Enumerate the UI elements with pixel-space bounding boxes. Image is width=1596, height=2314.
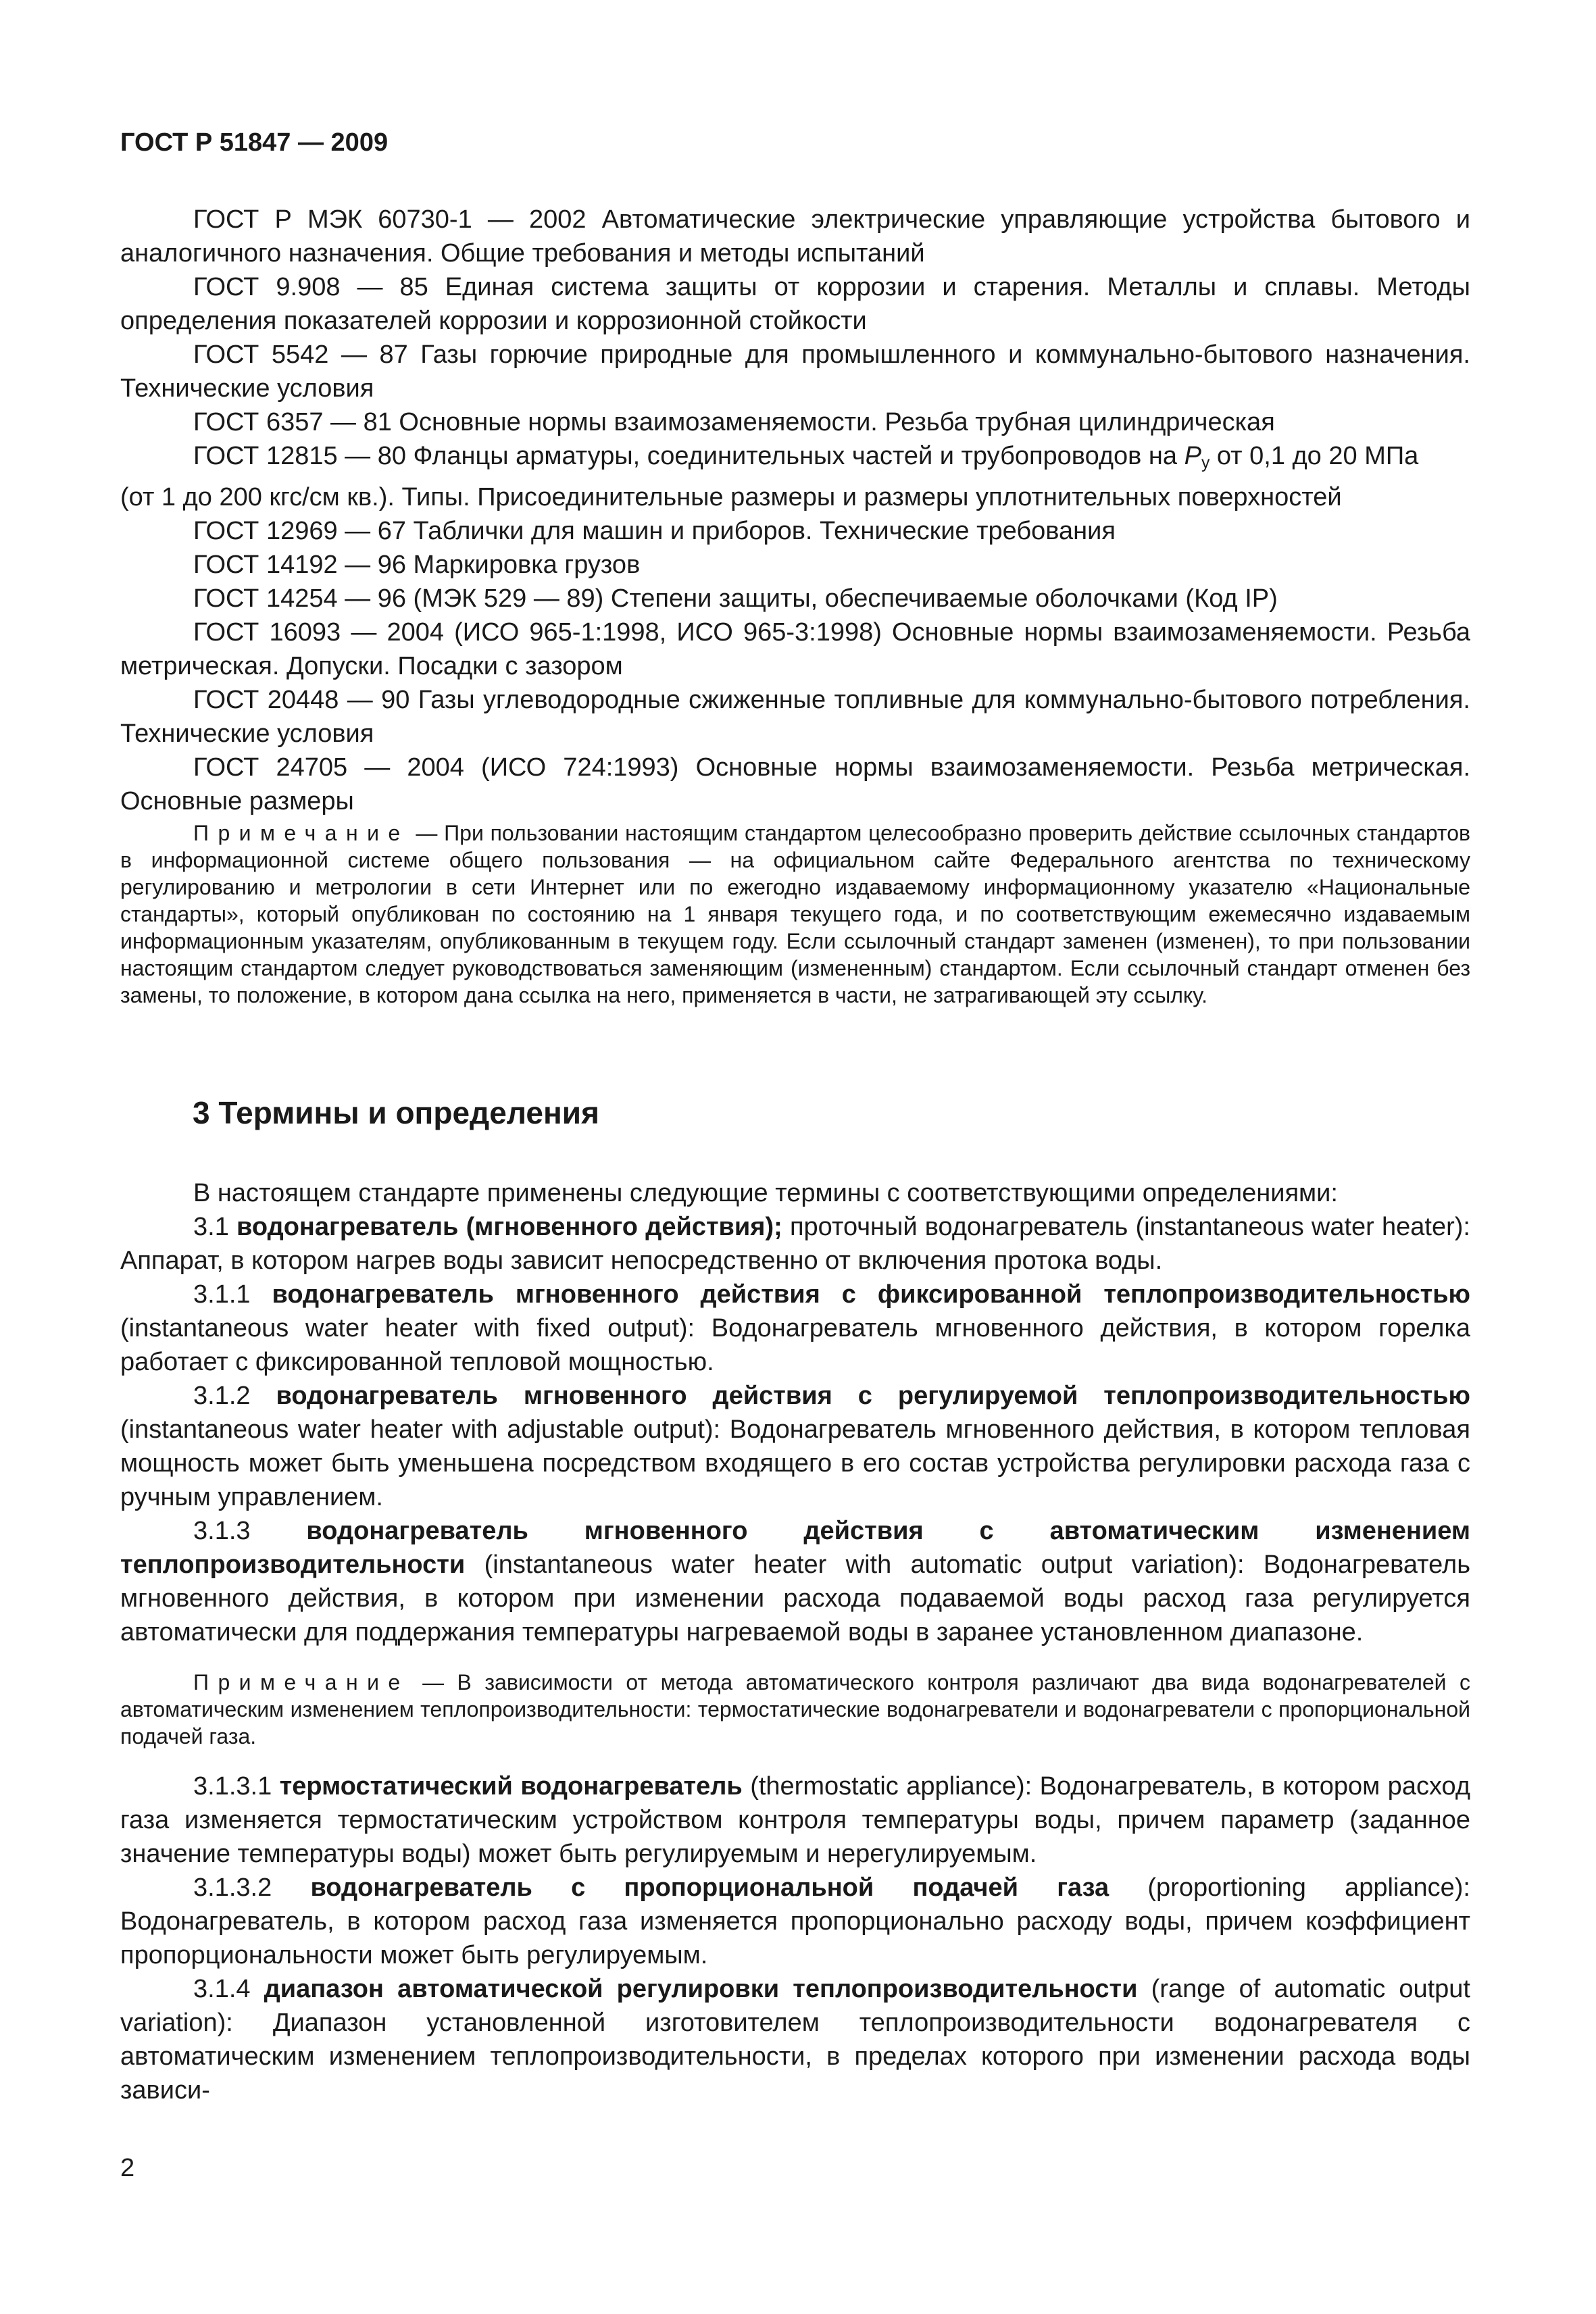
reference-item <box>120 439 1470 480</box>
term-number: 3.1.3 <box>193 1517 307 1545</box>
term-name: водонагреватель мгновенного действия с автоматическим изменением теплопроизводительности <box>120 1517 1470 1579</box>
term-number: 3.1 <box>193 1213 237 1241</box>
term-name: водонагреватель с пропорциональной подачей газа <box>310 1873 1109 1902</box>
term-entry <box>120 1871 1470 1972</box>
document-header: ГОСТ Р 51847 — 2009 <box>120 128 389 157</box>
reference-text: от 0,1 до 20 МПа <box>1210 442 1419 470</box>
term-name: термостатический водонагреватель <box>279 1772 743 1801</box>
reference-item: ГОСТ 14254 — 96 (МЭК 529 — 89) Степени защиты, обеспечиваемые оболочками (Код IP) <box>193 584 1278 613</box>
term-definition: (instantaneous water heater with fixed output): Водонагреватель мгновенного действия, в котором горелка работает с фиксированной тепловой мощностью. <box>120 1314 1470 1376</box>
page-number: 2 <box>120 2154 135 2182</box>
term-number: 3.1.3.1 <box>193 1772 280 1801</box>
normative-references <box>120 203 1470 818</box>
term-entry <box>120 1769 1470 1871</box>
reference-item: ГОСТ 16093 — 2004 (ИСО 965-1:1998, ИСО 965-3:1998) Основные нормы взаимозаменяемости. Резьба метрическая. Допуски. Посадки с зазором <box>120 618 1470 681</box>
pressure-subscript: у <box>1201 454 1210 473</box>
section-intro: В настоящем стандарте применены следующие термины с соответствующими определениями: <box>193 1179 1338 1207</box>
term-definition: (proportioning appliance): Водонагреватель, в котором расход газа изменяется пропорционально расходу воды, причем коэффициент пропорциональности может быть регулируемым. <box>120 1873 1470 1969</box>
reference-item: ГОСТ 24705 — 2004 (ИСО 724:1993) Основные нормы взаимозаменяемости. Резьба метрическая. Основные размеры <box>120 753 1470 816</box>
note-label: Примечание <box>193 821 409 845</box>
note-text: — В зависимости от метода автоматического контроля различают два вида водонагревателей с автоматическим изменением теплопроизводительности: термостатические водонагреватели и водонагреватели с пропорциональной подачей газа. <box>120 1670 1470 1749</box>
reference-item: ГОСТ Р МЭК 60730-1 — 2002 Автоматические электрические управляющие устройства бытового и аналогичного назначения. Общие требования и методы испытаний <box>120 205 1470 268</box>
term-entry <box>120 1514 1470 1649</box>
note-block <box>120 1669 1470 1750</box>
reference-text: ГОСТ 12815 — 80 Фланцы арматуры, соединительных частей и трубопроводов на <box>193 442 1184 470</box>
term-entry <box>120 1972 1470 2107</box>
term-name: водонагреватель мгновенного действия с регулируемой теплопроизводительностью <box>276 1382 1470 1410</box>
note-paragraph <box>120 1669 1470 1750</box>
term-name: водонагреватель (мгновенного действия); <box>236 1213 782 1241</box>
term-entry <box>120 1278 1470 1379</box>
term-definition: (thermostatic appliance): Водонагреватель, в котором расход газа изменяется термостатическим устройством контроля температуры воды, причем параметр (заданное значение температуры воды) может быть регулируемым и нерегулируемым. <box>120 1772 1470 1868</box>
note-label: Примечание <box>193 1670 409 1694</box>
terms-list-continued <box>120 1769 1470 2107</box>
reference-item: ГОСТ 9.908 — 85 Единая система защиты от коррозии и старения. Металлы и сплавы. Методы определения показателей коррозии и коррозионной стойкости <box>120 273 1470 335</box>
note-text: — При пользовании настоящим стандартом целесообразно проверить действие ссылочных стандартов в информационной системе общего пользования — на официальном сайте Федерального агентства по техническому регулированию и метрологии в сети Интернет или по ежегодно издаваемому информационному указателю «Национальные стандарты», который опубликован по состоянию на 1 января текущего года, и по соответствующим ежемесячно издаваемым информационным указателям, опубликованным в текущем году. Если ссылочный стандарт заменен (изменен), то при пользовании настоящим стандартом следует руководствоваться заменяющим (измененным) стандартом. Если ссылочный стандарт отменен без замены, то положение, в котором дана ссылка на него, применяется в части, не затрагивающей эту ссылку. <box>120 821 1470 1007</box>
term-entry <box>120 1210 1470 1278</box>
term-number: 3.1.3.2 <box>193 1873 311 1902</box>
reference-item: ГОСТ 6357 — 81 Основные нормы взаимозаменяемости. Резьба трубная цилиндрическая <box>193 408 1275 436</box>
term-entry <box>120 1379 1470 1514</box>
term-definition: (range of automatic output variation): Диапазон установленной изготовителем теплопроизводительности водонагревателя с автоматическим изменением теплопроизводительности, в пределах которого при изменении расхода воды зависи- <box>120 1975 1470 2105</box>
term-definition: проточный водонагреватель (instantaneous water heater): Аппарат, в котором нагрев воды зависит непосредственно от включения протока воды. <box>120 1213 1470 1275</box>
term-number: 3.1.1 <box>193 1280 272 1309</box>
reference-item: (от 1 до 200 кгс/см кв.). Типы. Присоединительные размеры и размеры уплотнительных поверхностей <box>120 483 1342 512</box>
note-paragraph <box>120 820 1470 1009</box>
note-block <box>120 820 1470 1009</box>
reference-item: ГОСТ 12969 — 67 Таблички для машин и приборов. Технические требования <box>193 517 1116 546</box>
term-definition: (instantaneous water heater with adjustable output): Водонагреватель мгновенного действия, в котором тепловая мощность может быть уменьшена посредством входящего в его состав устройства регулировки расхода газа с ручным управлением. <box>120 1415 1470 1511</box>
pressure-symbol: P <box>1184 442 1201 470</box>
terms-list <box>120 1176 1470 1649</box>
term-number: 3.1.2 <box>193 1382 276 1410</box>
term-definition: (instantaneous water heater with automatic output variation): Водонагреватель мгновенного действия, в котором при изменении расхода подаваемой воды расход газа регулируется автоматически для поддержания температуры нагреваемой воды в заранее установленном диапазоне. <box>120 1551 1470 1646</box>
term-number: 3.1.4 <box>193 1975 264 2003</box>
reference-item: ГОСТ 14192 — 96 Маркировка грузов <box>193 551 641 580</box>
term-name: диапазон автоматической регулировки теплопроизводительности <box>264 1975 1138 2003</box>
term-name: водонагреватель мгновенного действия с фиксированной теплопроизводительностью <box>272 1280 1471 1309</box>
reference-item: ГОСТ 20448 — 90 Газы углеводородные сжиженные топливные для коммунально-бытового потребления. Технические условия <box>120 686 1470 749</box>
reference-item: ГОСТ 5542 — 87 Газы горючие природные для промышленного и коммунально-бытового назначения. Технические условия <box>120 341 1470 403</box>
section-title: 3 Термины и определения <box>193 1095 599 1130</box>
